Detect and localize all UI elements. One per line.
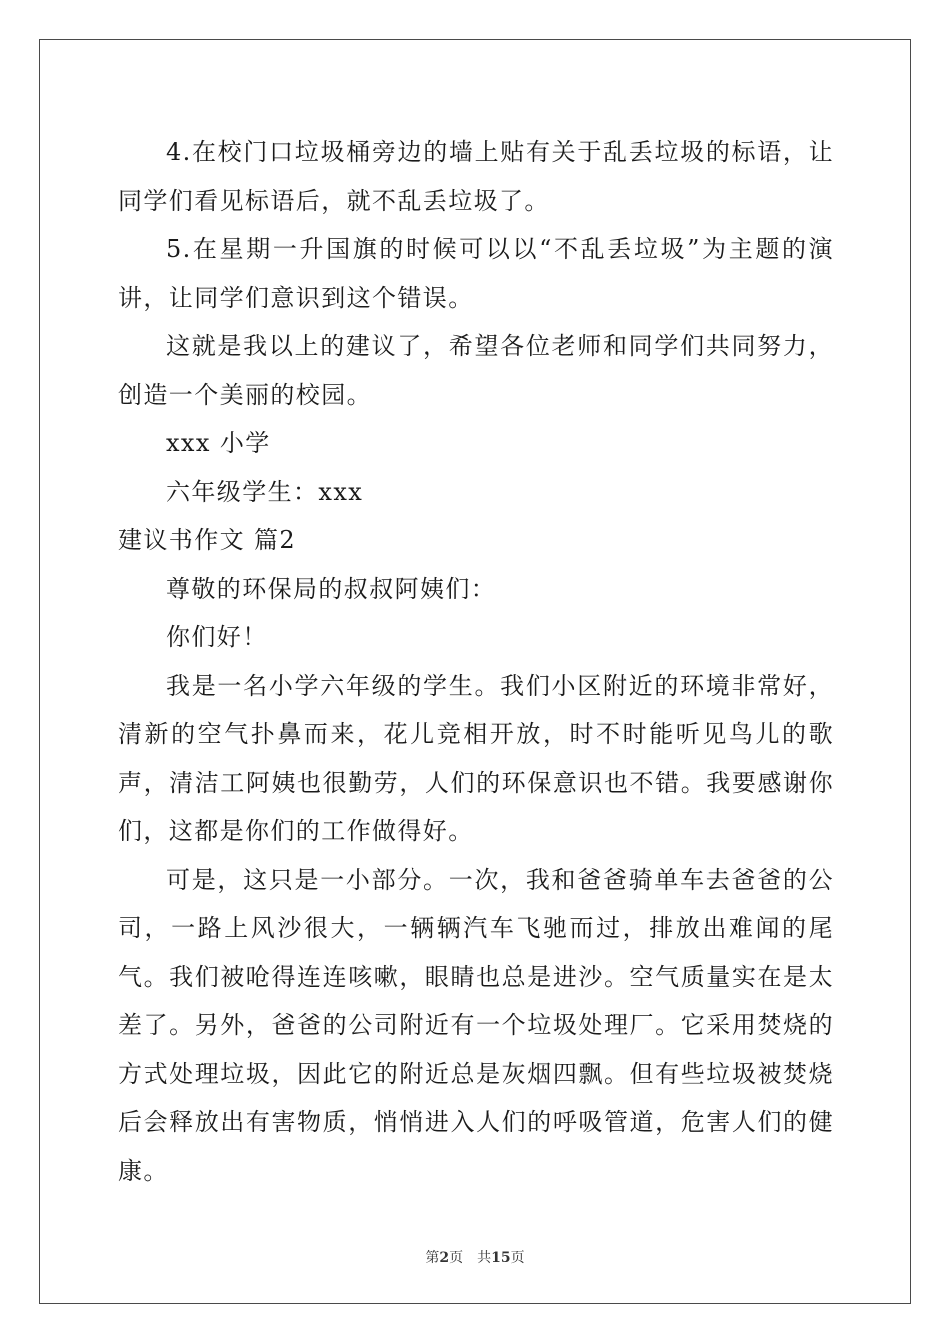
section-heading: 建议书作文 篇2 [118,526,297,554]
footer-suffix: 页 [510,1250,525,1266]
letter-paragraph-2: 可是，这只是一小部分。一次，我和爸爸骑单车去爸爸的公司，一路上风沙很大，一辆辆汽车飞驰而过，排放出难闻的尾气。我们被呛得连连咳嗽，眼睛也总是进沙。空气质量实在是太差了。另外，爸爸的公司附近有一个垃圾处理厂。它采用焚烧的方式处理垃圾，因此它的附近总是灰烟四飘。但有些垃圾被焚烧后会释放出有害物质，悄悄进入人们的呼吸管道，危害人们的健康。 [118,865,834,1185]
footer-mid: 页 共 [449,1250,492,1266]
footer-page-number: 2 [439,1250,450,1266]
signature-student: 六年级学生：xxx [166,477,364,506]
signature-school: xxx 小学 [166,429,271,457]
letter-greeting: 你们好！ [166,623,268,651]
page-footer [0,1247,950,1267]
paragraph-suggestion-5: 5.在星期一升国旗的时候可以以“不乱丢垃圾”为主题的演讲，让同学们意识到这个错误。 [118,235,834,312]
document-body [118,128,834,1195]
footer-prefix: 第 [425,1250,440,1266]
paragraph-suggestion-4: 4.在校门口垃圾桶旁边的墙上贴有关于乱丢垃圾的标语，让同学们看见标语后，就不乱丢垃圾了。 [118,138,834,215]
paragraph-closing: 这就是我以上的建议了，希望各位老师和同学们共同努力，创造一个美丽的校园。 [118,332,834,409]
letter-paragraph-1: 我是一名小学六年级的学生。我们小区附近的环境非常好，清新的空气扑鼻而来，花儿竞相开放，时不时能听见鸟儿的歌声，清洁工阿姨也很勤劳，人们的环保意识也不错。我要感谢你们，这都是你们的工作做得好。 [118,671,834,845]
letter-salutation: 尊敬的环保局的叔叔阿姨们： [166,574,497,603]
footer-total-pages: 15 [491,1250,511,1266]
